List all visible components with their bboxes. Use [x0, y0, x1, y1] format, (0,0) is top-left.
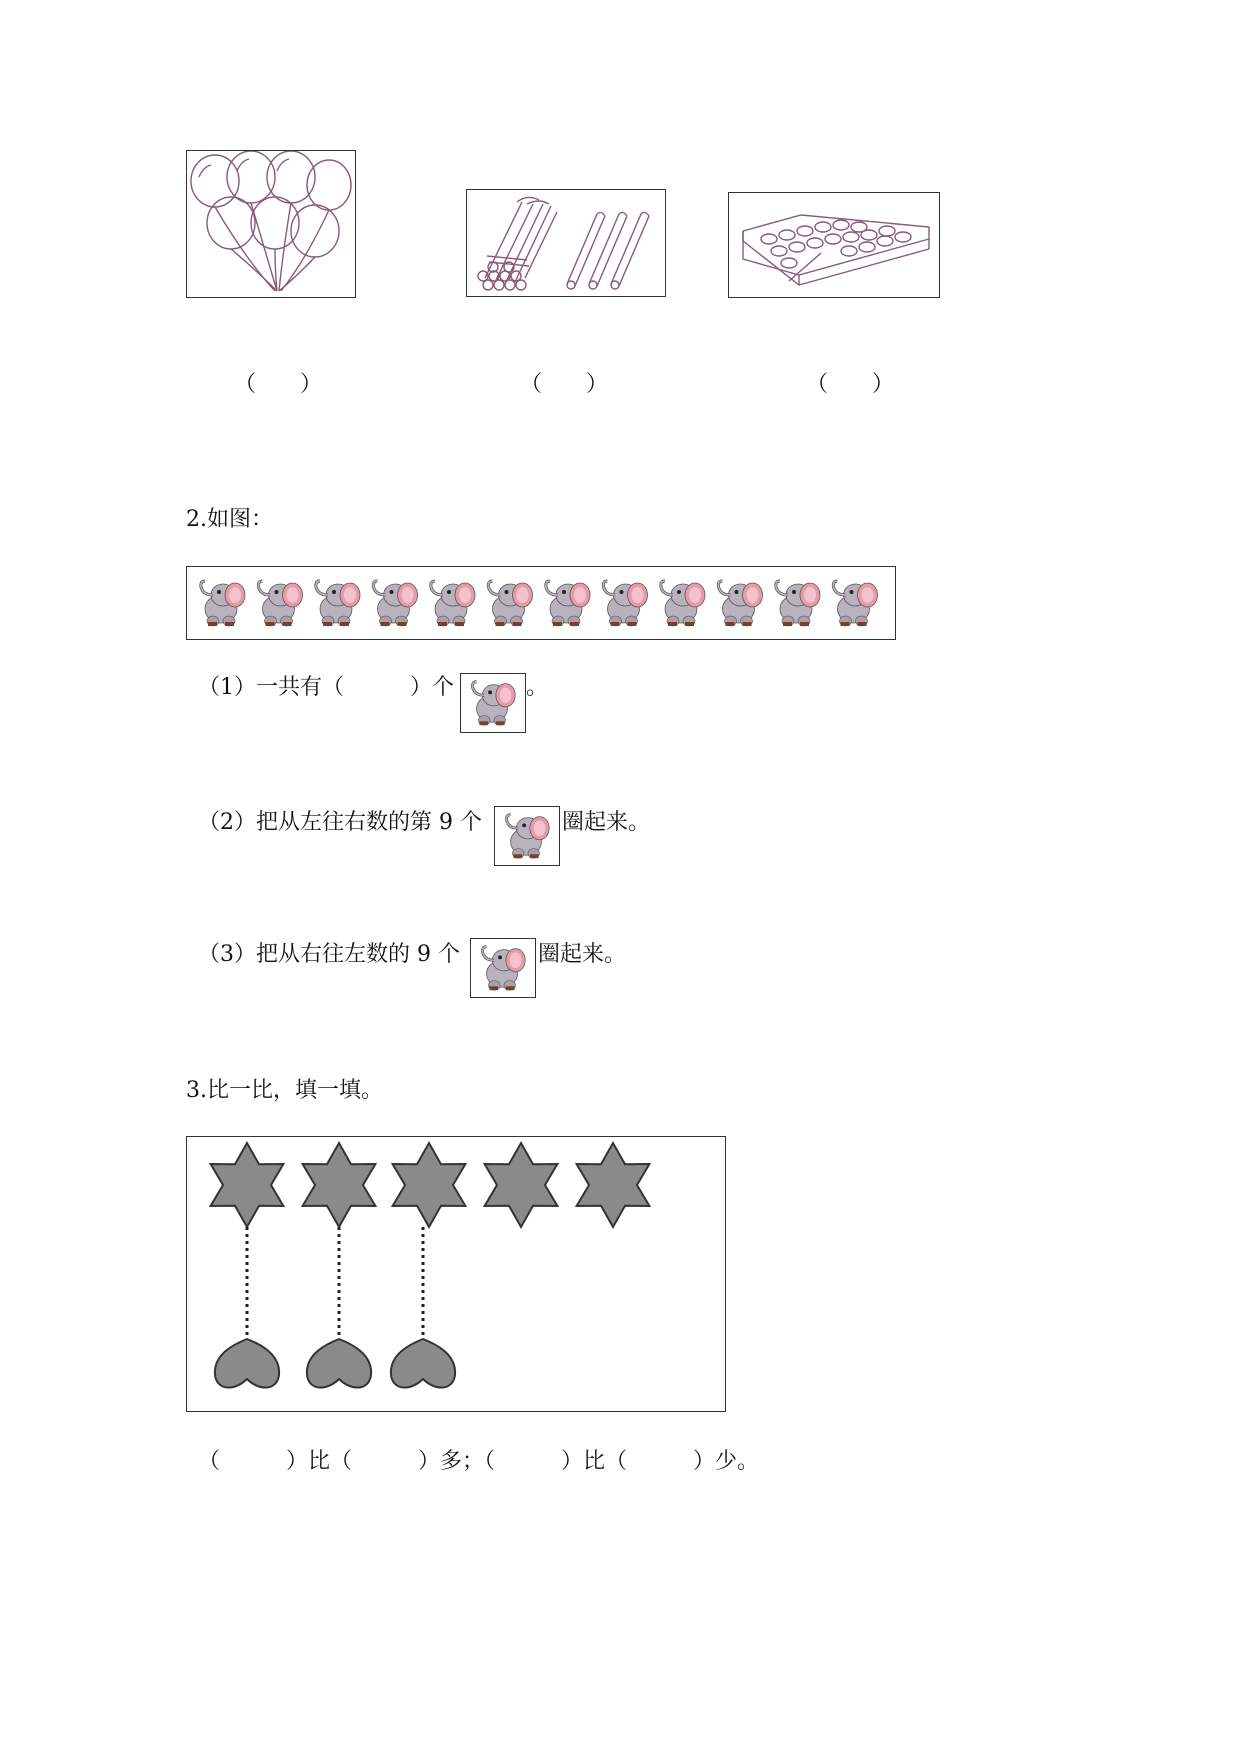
- q3-title: 3.比一比，填一填。: [186, 1078, 383, 1103]
- star-icon: [485, 1143, 558, 1227]
- elephant-icon[interactable]: [373, 581, 417, 626]
- q2-item-3-after: 圈起来。: [538, 942, 627, 967]
- heart-icon: [391, 1339, 455, 1388]
- elephant-icon[interactable]: [776, 581, 820, 626]
- elephant-icon[interactable]: [316, 581, 360, 626]
- elephant-inline-2: [494, 806, 560, 866]
- sticks-bundle-icon: [467, 190, 665, 296]
- q2-item-3-text: （3）把从右往左数的 9 个: [198, 942, 460, 967]
- elephant-row-svg: [187, 567, 893, 637]
- star-icon: [303, 1143, 376, 1227]
- elephant-row: [186, 566, 896, 640]
- q1-blank-3[interactable]: （ ）: [806, 372, 895, 397]
- q2-title: 2.如图：: [186, 507, 273, 532]
- star-icon: [577, 1143, 650, 1227]
- egg-tray-icon: [729, 193, 939, 297]
- q3-answer-line[interactable]: （ ）比（ ）多；（ ）比（ ）少。: [198, 1449, 760, 1474]
- elephant-icon: [471, 939, 533, 995]
- elephant-icon[interactable]: [833, 581, 877, 626]
- elephant-icon[interactable]: [431, 581, 475, 626]
- elephant-inline-3: [470, 938, 536, 998]
- elephant-icon[interactable]: [488, 581, 532, 626]
- elephant-icon[interactable]: [718, 581, 762, 626]
- q1-blank-1[interactable]: （ ）: [234, 372, 323, 397]
- q2-item-1-after: 。: [526, 675, 549, 700]
- q2-item-1-text: （1）一共有（ ）个: [198, 675, 454, 700]
- star-heart-compare-box: [186, 1136, 726, 1412]
- heart-icon: [307, 1339, 371, 1388]
- q1-blank-2[interactable]: （ ）: [520, 372, 609, 397]
- q2-item-2-after: 圈起来。: [562, 810, 651, 835]
- elephant-icon[interactable]: [258, 581, 302, 626]
- elephant-icon[interactable]: [661, 581, 705, 626]
- elephant-icon[interactable]: [201, 581, 245, 626]
- elephant-icon[interactable]: [603, 581, 647, 626]
- compare-svg: [187, 1137, 723, 1409]
- sticks-picture: [466, 189, 666, 297]
- star-icon: [393, 1143, 466, 1227]
- balloons-icon: [187, 151, 355, 297]
- elephant-inline-1: [460, 673, 526, 733]
- balloons-picture: [186, 150, 356, 298]
- heart-icon: [215, 1339, 279, 1388]
- elephant-icon[interactable]: [546, 581, 590, 626]
- egg-tray-picture: [728, 192, 940, 298]
- elephant-icon: [461, 674, 523, 730]
- elephant-icon: [495, 807, 557, 863]
- q2-item-2-text: （2）把从左往右数的第 9 个: [198, 810, 482, 835]
- star-icon: [211, 1143, 284, 1227]
